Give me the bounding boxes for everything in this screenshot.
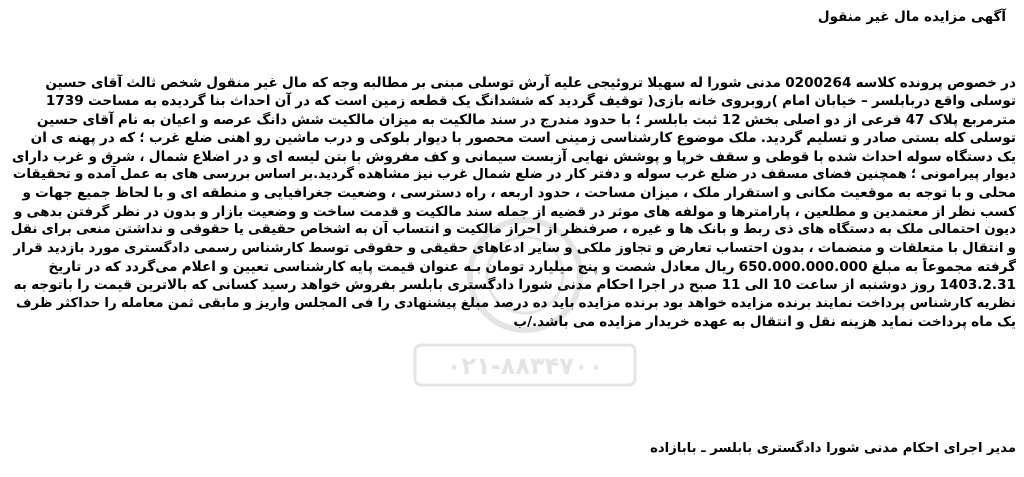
body-line-3: مترمربع پلاک 47 فرعی از دو اصلی بخش 12 ثبت بابلسر ؛ با حدود مندرج در سند مالکیت به میزان مالکیت شش دانگ عرصه و اعیان به نام آقای حسین: [36, 111, 1016, 128]
body-line-4: توسلی کله بستی صادر و تسلیم گردید. ملک موضوع کارشناسی زمینی است محصور با دیوار بلوکی و درب ماشین رو اهنی ضلع غرب ؛ که در پهنه ی ان: [30, 130, 1016, 147]
notice-body: [10, 74, 1016, 332]
body-line-6: دیوار پیرامونی ؛ همچنین فضای مسقف در ضلع غرب سوله و دفتر کار در ضلع شمال غرب نیز مشاهده گردید.بر اساس بررسی های به عمل آمده و تحقیقات: [12, 167, 1016, 183]
body-line-9: دیون احتمالی ملک به دستگاه های ذی ربط و بانک ها و غیره ، صرفنظر از احراز مالکیت و انتساب آن به اشخاص حقیقی یا حقوقی و نداشتن منعی برای نقل: [10, 222, 1016, 238]
body-line-5: یک دستگاه سوله احداث شده با قوطی و سقف خرپا و پوشش نهایی آزبست سیمانی و کف مفروش با بتن لیسه ای و در اضلاع شمال ، شرق و غرب دارای: [12, 148, 1016, 165]
body-line-7: محلی و با توجه به موقعیت مکانی و استقرار ملک ، میزان مساحت ، حدود اربعه ، راه دسترسی ، وضعیت جغرافیایی و منطقه ای و با لحاظ جمیع جهات و: [22, 185, 1016, 202]
body-line-1: در خصوص پرونده کلاسه 0200264 مدنی شورا له سهیلا تروئیجی علیه آرش توسلی مبنی بر مطالبه وجه که مال غیر منقول شخص ثالث آقای حسین: [45, 75, 1016, 91]
notice-signature: مدیر اجرای احکام مدنی شورا دادگستری بابلسر ـ بابازاده: [650, 441, 1016, 456]
notice-title: آگهی مزایده مال غیر منقول: [817, 9, 1006, 25]
watermark-phone: ۰۲۱-۸۸۳۴۷۰۰: [446, 352, 604, 380]
body-line-10: و انتقال با متعلقات و منضمات ، بدون احتساب تعارض و تجاوز ملکی و سایر ادعاهای حقیقی و حقوقی توسط کارشناس رسمی دادگستری مورد بازدید قرار: [13, 240, 1016, 256]
body-line-2: توسلی واقع دربابلسر – خیابان امام )روبروی خانه بازی( توقیف گردید که ششدانگ یک قطعه زمین است که در آن احداث بنا گردیده به مساحت 1739: [45, 93, 1016, 110]
body-line-8: کسب نظر از معتمدین و مطلعین ، پارامترها و مولفه های موثر در قضیه از جمله سند مالکیت و قدمت ساخت و وضعیت بازار و بدون در نظر گرفتن بدهی و: [13, 203, 1016, 220]
body-line-14: یک ماه پرداخت نماید هزینه نقل و انتقال به عهده خریدار مزایده می باشد./ب: [513, 314, 1016, 331]
body-line-11: گرفته مجموعاً به مبلغ 650.000.000.000 ریال معادل شصت و پنج میلیارد تومان بـه عنوان قیمت پایه کارشناسی تعیین و اعلام می‌گردد که در تاریخ: [48, 259, 1016, 276]
body-line-12: 1403.2.31 روز دوشنبه از ساعت 10 الی 11 صبح در اجرا احکام مدنی شورا دادگستری بابلسر بفروش خواهد رسید کسانی که بالاترین قیمت را باتوجه به: [13, 277, 1016, 294]
body-line-13: نظریه کارشناس پرداخت نمایند برنده مزایده خواهد بود برنده مزایده باید ده درصد مبلغ پیشنهادی را فی المجلس واریز و مابقی ثمن معامله را حداکثر ظرف: [15, 295, 1016, 311]
